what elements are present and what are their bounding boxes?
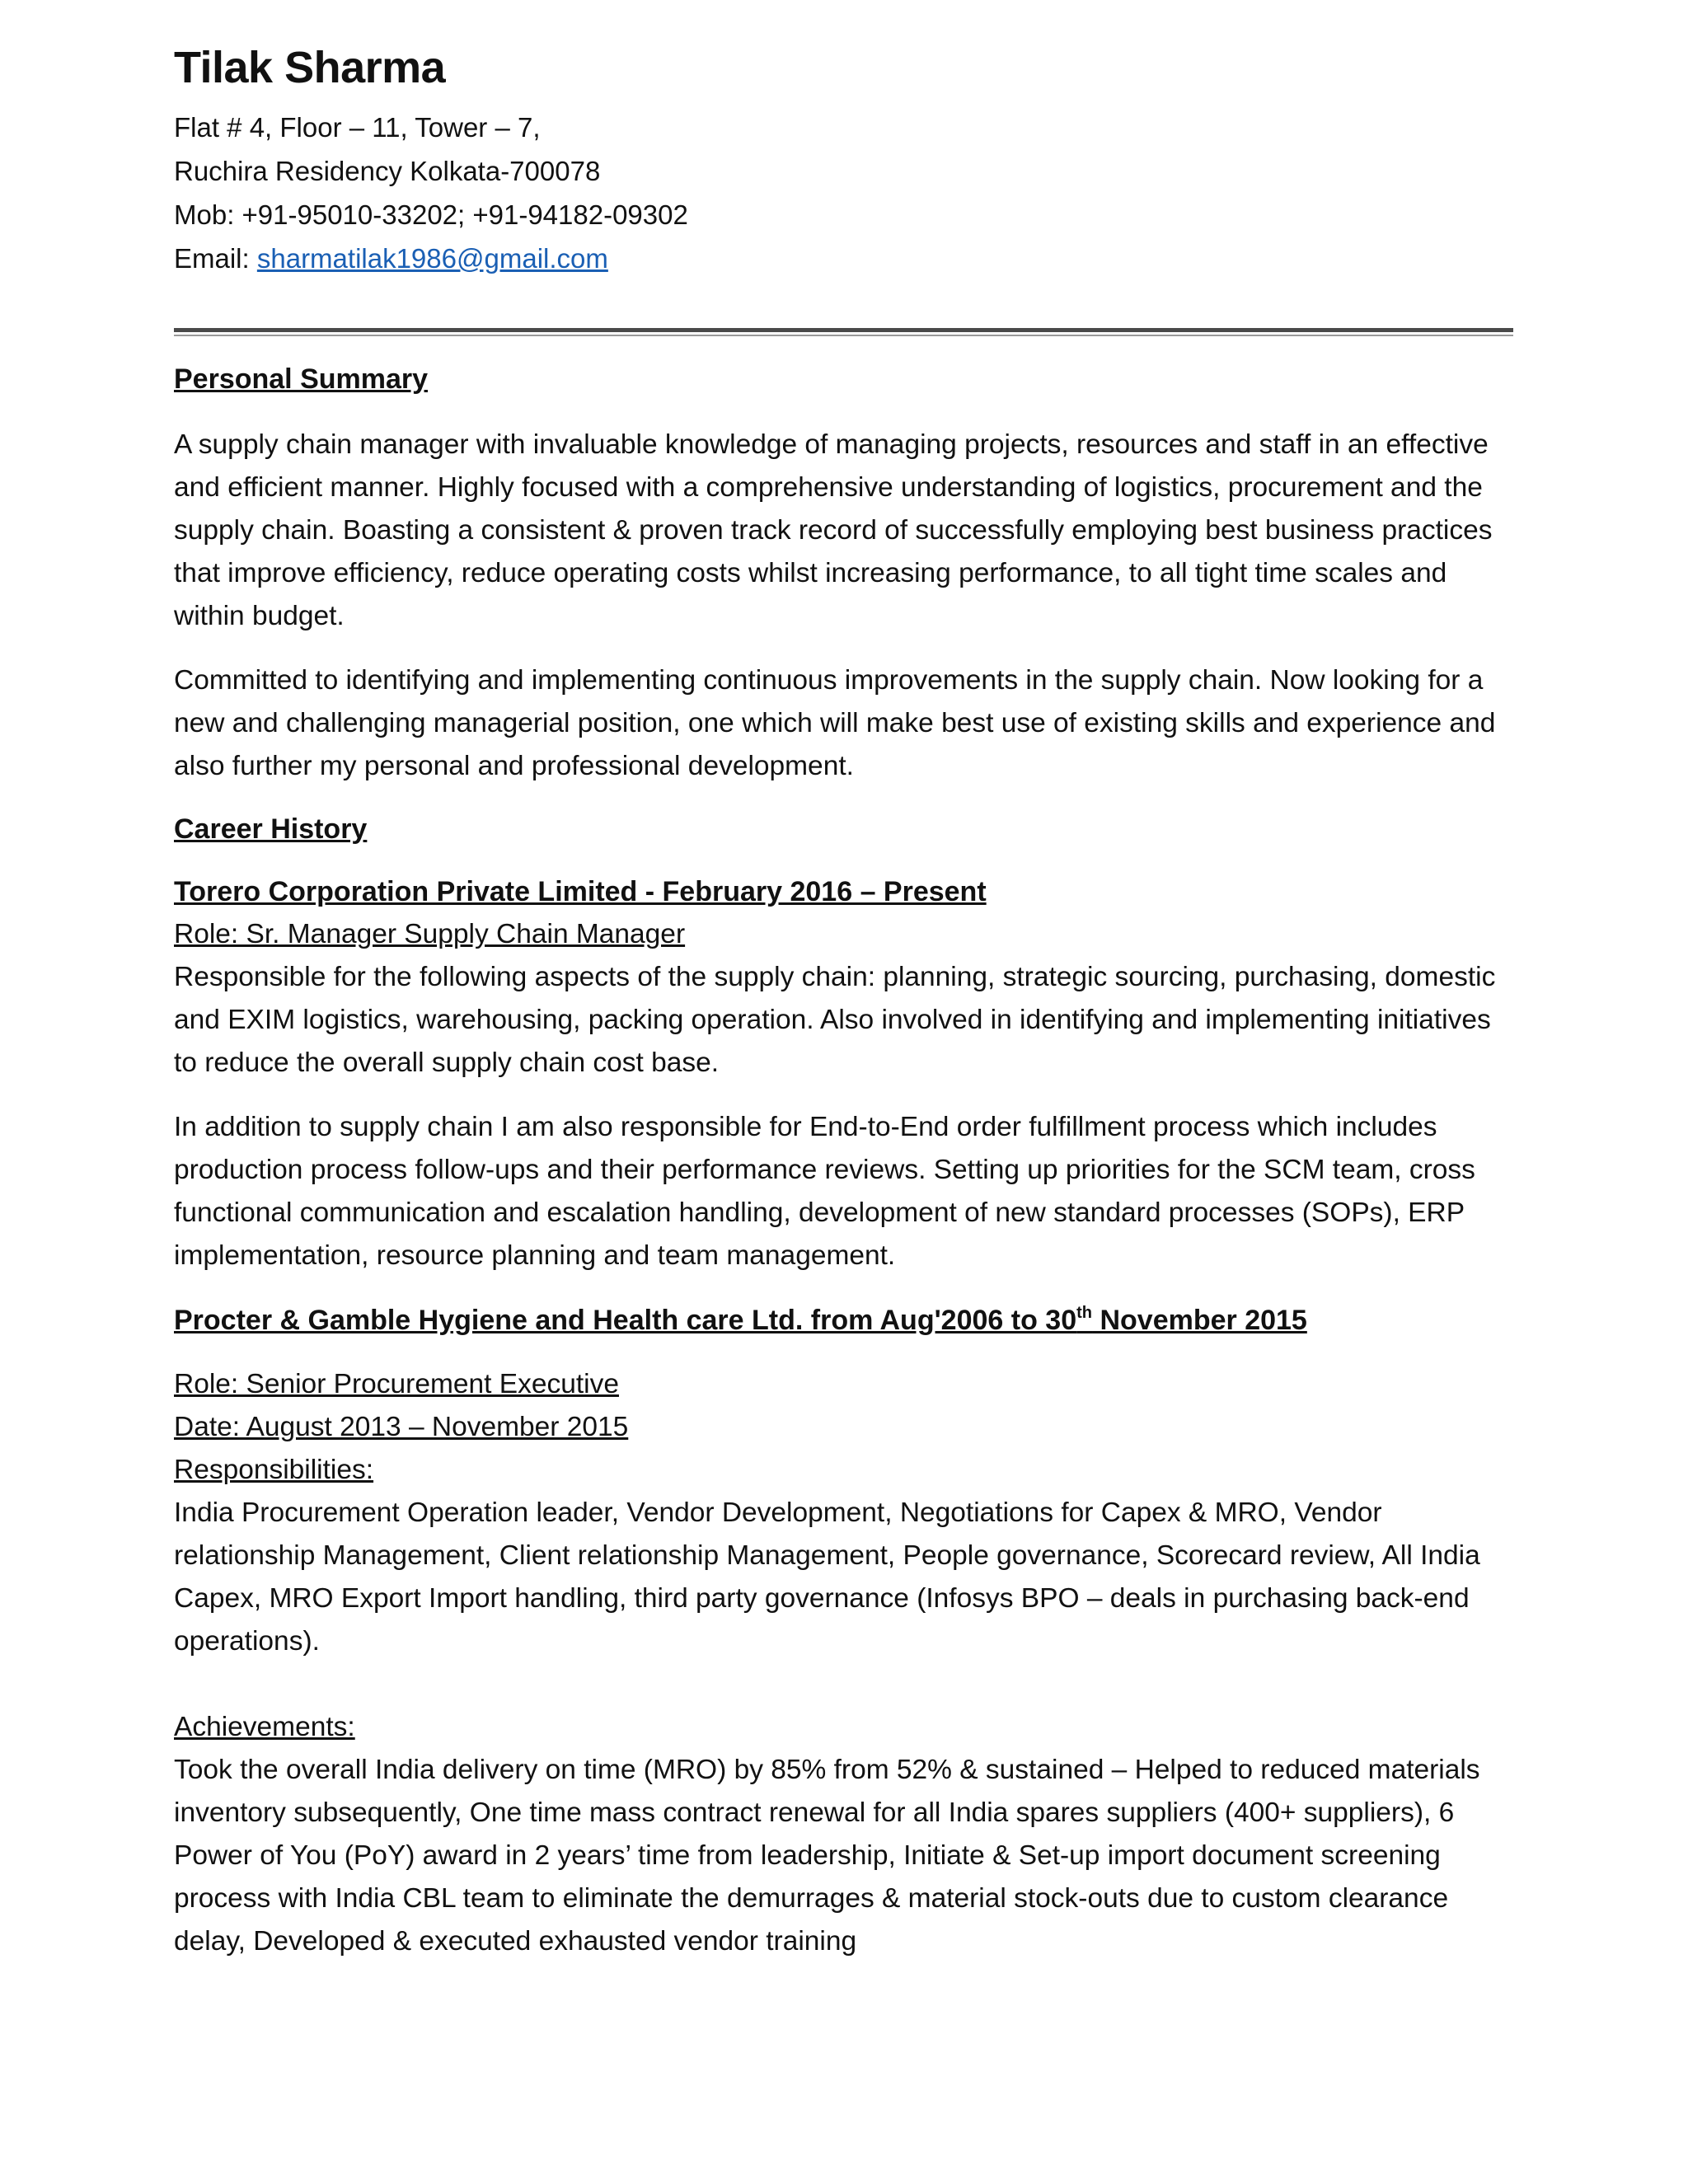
pg-heading-superscript: th: [1076, 1304, 1093, 1322]
header-divider: [174, 328, 1513, 336]
pg-heading-prefix: Procter & Gamble Hygiene and Health care Ltd. from Aug'2006 to 30: [174, 1305, 1077, 1336]
career-history-heading: Career History: [174, 813, 368, 845]
personal-summary-heading: Personal Summary: [174, 363, 429, 395]
mobile-numbers: Mob: +91-95010-33202; +91-94182-09302: [174, 199, 688, 230]
summary-paragraph-1: A supply chain manager with invaluable knowledge of managing projects, resources and staff in an effective and efficient manner. Highly focused with a comprehensive understanding of logistics, procurement and the supply chain. Boasting a consistent & proven track record of successfully employing best business practices that improve efficiency, reduce operating costs whilst increasing performance, to all tight time scales and within budget.: [174, 429, 1493, 631]
company-heading-pg: [174, 1299, 1513, 1342]
email-line: [174, 237, 1513, 280]
career-history-section: [174, 809, 1513, 1963]
achievements-text: Took the overall India delivery on time (MRO) by 85% from 52% & sustained – Helped to reduced materials inventory subsequently, One time mass contract renewal for all India spares suppliers (400+ suppliers), 6 Power of You (PoY) award in 2 years’ time from leadership, Initiate & Set-up import document screening process with India CBL team to eliminate the demurrages & material stock-outs due to custom clearance delay, Developed & executed exhausted vendor training: [174, 1755, 1480, 1957]
company-heading-torero: Torero Corporation Private Limited - February 2016 – Present: [174, 876, 987, 907]
achievements-label: Achievements:: [174, 1712, 355, 1742]
summary-paragraph-2: Committed to identifying and implementing continuous improvements in the supply chain. Now looking for a new and challenging managerial position, one which will make best use of existing skills and experience and also further my personal and professional development.: [174, 665, 1496, 781]
job-torero: [174, 870, 1513, 1277]
resume-header: [174, 41, 1513, 280]
role-pg: Role: Senior Procurement Executive: [174, 1369, 619, 1399]
role-torero: Role: Sr. Manager Supply Chain Manager: [174, 919, 686, 949]
address-line-2: Ruchira Residency Kolkata-700078: [174, 156, 601, 186]
responsibilities-label: Responsibilities:: [174, 1455, 374, 1485]
torero-paragraph-2: In addition to supply chain I am also responsible for End-to-End order fulfillment process which includes production process follow-ups and their performance reviews. Setting up priorities for the SCM team, cross functional communication and escalation handling, development of new standard processes (SOPs), ERP implementation, resource planning and team management.: [174, 1112, 1475, 1271]
candidate-name: Tilak Sharma: [174, 43, 446, 92]
email-link[interactable]: sharmatilak1986@gmail.com: [256, 243, 608, 274]
resume-page: [174, 41, 1513, 1963]
pg-heading-suffix: November 2015: [1092, 1305, 1307, 1336]
responsibilities-text: India Procurement Operation leader, Vendor Development, Negotiations for Capex & MRO, Vendor relationship Management, Client relationship Management, People governance, Scorecard review, All India Capex, MRO Export Import handling, third party governance (Infosys BPO – deals in purchasing back-end operations).: [174, 1497, 1480, 1657]
job-pg: [174, 1299, 1513, 1963]
personal-summary-section: [174, 359, 1513, 788]
torero-paragraph-1: Responsible for the following aspects of the supply chain: planning, strategic sourcing, purchasing, domestic and EXIM logistics, warehousing, packing operation. Also involved in identifying and implementing initiatives to reduce the overall supply chain cost base.: [174, 962, 1496, 1078]
date-pg: Date: August 2013 – November 2015: [174, 1412, 629, 1442]
address-line-1: Flat # 4, Floor – 11, Tower – 7,: [174, 112, 541, 143]
email-label: Email:: [174, 243, 257, 274]
